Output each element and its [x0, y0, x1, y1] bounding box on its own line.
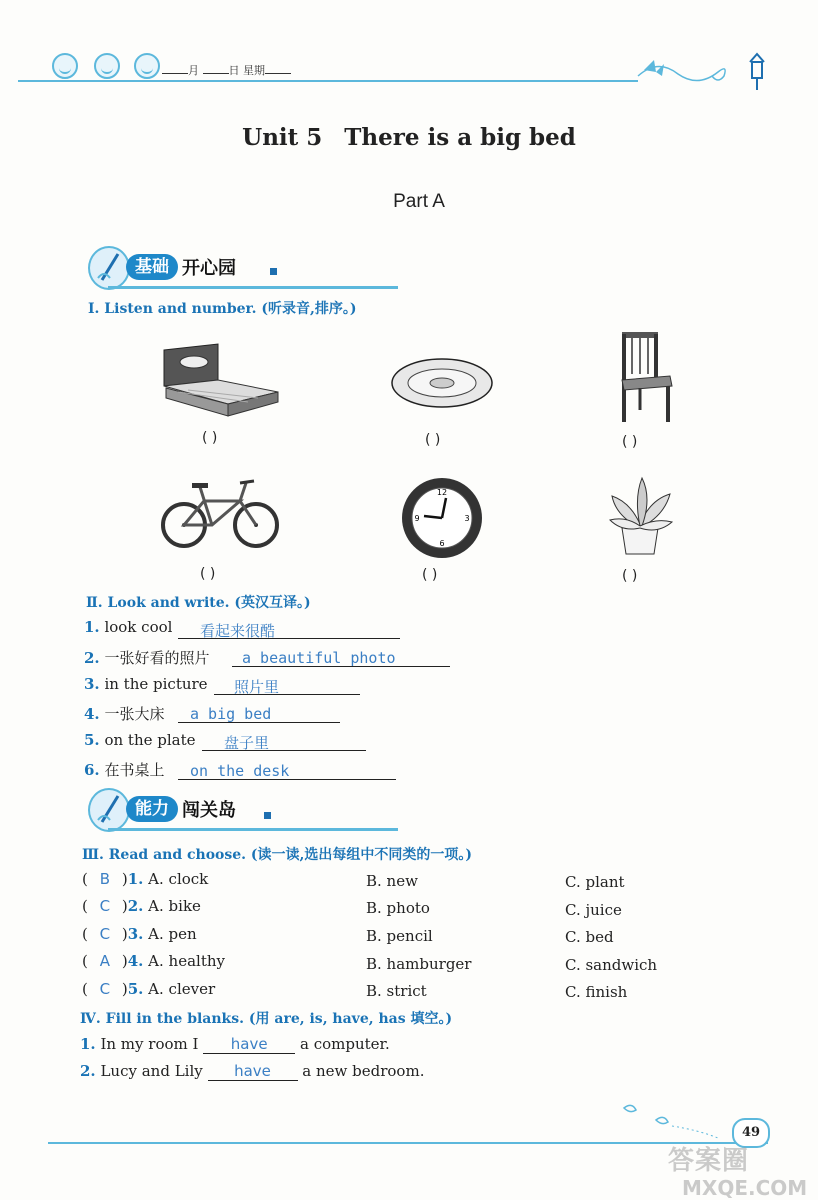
smiley-icon	[52, 53, 78, 79]
answer-line-3[interactable]: 照片里	[214, 676, 360, 695]
weekday-label: 星期	[243, 64, 265, 77]
answer-line-1[interactable]: 看起来很酷	[178, 620, 400, 639]
banner-square	[264, 812, 271, 819]
answer-paren-plant[interactable]: ( )	[622, 568, 638, 584]
choice-row-4: ( A )4. A. healthy	[82, 952, 225, 970]
banner-pill: 能力	[126, 796, 178, 822]
task-look-write: Ⅱ. Look and write. (英汉互译。)	[86, 595, 311, 611]
write-row-3: 3. in the picture	[84, 675, 208, 693]
choice-5-c: C. finish	[565, 983, 628, 1001]
pen-icon	[88, 788, 130, 832]
butterfly-lamp-decoration	[628, 48, 778, 93]
choice-4-c: C. sandwich	[565, 956, 658, 974]
section-banner-ability	[88, 788, 388, 832]
task-listen-number: Ⅰ. Listen and number. (听录音,排序。)	[88, 301, 357, 317]
clock-image	[400, 476, 484, 560]
month-label: 月	[188, 64, 199, 77]
banner-text: 闯关岛	[182, 800, 236, 821]
answer-paren-chair[interactable]: ( )	[622, 434, 638, 450]
fill-row-2: 2. Lucy and Lily have a new bedroom.	[80, 1062, 425, 1080]
watermark-url: MXQE.COM	[682, 1176, 808, 1200]
choice-2-b: B. photo	[366, 899, 430, 917]
answer-line-6[interactable]: on the desk	[178, 761, 396, 780]
pen-icon	[88, 246, 130, 290]
fill-row-1: 1. In my room I have a computer.	[80, 1035, 390, 1053]
banner-text: 开心园	[182, 258, 236, 279]
smiley-icon	[94, 53, 120, 79]
plant-image	[606, 476, 674, 558]
svg-text:12: 12	[436, 488, 448, 497]
svg-text:3: 3	[464, 514, 470, 523]
banner-pill: 基础	[126, 254, 178, 280]
answer-paren-clock[interactable]: ( )	[422, 567, 438, 583]
answer-paren-bed[interactable]: ( )	[202, 430, 218, 446]
footer-rule	[48, 1142, 768, 1144]
unit-title: There is a big bed	[344, 124, 576, 151]
choice-4-b: B. hamburger	[366, 955, 472, 973]
bed-image	[158, 340, 283, 420]
fill-blank-2[interactable]: have	[208, 1062, 298, 1081]
watermark: 答案圈	[668, 1146, 750, 1176]
butterfly-icon	[644, 60, 664, 76]
task-read-choose: Ⅲ. Read and choose. (读一读,选出每组中不同类的一项。)	[82, 847, 473, 863]
fill-blank-1[interactable]: have	[203, 1035, 295, 1054]
part-label: Part A	[393, 191, 445, 212]
answer-line-2[interactable]: a beautiful photo	[232, 648, 450, 667]
smiley-icon	[134, 53, 160, 79]
write-row-1: 1. look cool	[84, 618, 173, 636]
svg-text:9: 9	[414, 514, 420, 523]
unit-number: Unit 5	[242, 124, 323, 151]
plate-image	[390, 355, 495, 410]
page-title	[0, 124, 818, 151]
header-rule	[18, 80, 638, 82]
choice-1-b: B. new	[366, 872, 418, 890]
bike-image	[160, 475, 280, 553]
chair-image	[610, 330, 675, 425]
choice-row-2: ( C )2. A. bike	[82, 897, 201, 915]
write-row-4: 4. 一张大床	[84, 705, 165, 723]
banner-square	[270, 268, 277, 275]
date-line	[162, 62, 291, 78]
answer-paren-bike[interactable]: ( )	[200, 566, 216, 582]
answer-line-5[interactable]: 盘子里	[202, 732, 366, 751]
choice-5-b: B. strict	[366, 982, 427, 1000]
day-label: 日	[228, 64, 240, 77]
lamp-icon	[752, 62, 762, 78]
choice-2-c: C. juice	[565, 901, 622, 919]
task-fill-blanks: Ⅳ. Fill in the blanks. (用 are, is, have, has 填空。)	[80, 1011, 453, 1027]
write-row-2: 2. 一张好看的照片	[84, 649, 210, 667]
answer-paren-plate[interactable]: ( )	[425, 432, 441, 448]
choice-row-3: ( C )3. A. pen	[82, 925, 197, 943]
bird-decoration	[618, 1100, 738, 1140]
write-row-5: 5. on the plate	[84, 731, 196, 749]
svg-text:6: 6	[439, 539, 445, 548]
choice-1-c: C. plant	[565, 873, 625, 891]
section-banner-basic	[88, 246, 388, 290]
write-row-6: 6. 在书桌上	[84, 761, 165, 779]
answer-line-4[interactable]: a big bed	[178, 704, 340, 723]
choice-3-c: C. bed	[565, 928, 614, 946]
page-number: 49	[732, 1118, 770, 1148]
banner-rule	[108, 828, 398, 831]
choice-row-1: ( B )1. A. clock	[82, 870, 209, 888]
choice-row-5: ( C )5. A. clever	[82, 980, 216, 998]
choice-3-b: B. pencil	[366, 927, 433, 945]
banner-rule	[108, 286, 398, 289]
